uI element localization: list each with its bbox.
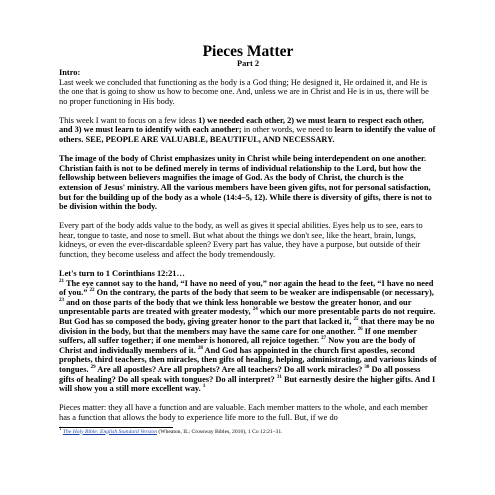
- verse-number: 24: [252, 307, 258, 313]
- footnote-number: 1: [59, 426, 62, 432]
- verse-text: The eye cannot say to the hand, “I have no need of you,” nor again the head to the feet, “I have no need of you.”: [59, 278, 434, 298]
- verse-number: 29: [90, 365, 96, 371]
- verse-text: And God has appointed in the church first apostles, second prophets, third teachers, then miracles, then gifts of healing, helping, administrating, and various kinds of tongues.: [59, 345, 437, 375]
- verse-number: 21: [59, 278, 64, 284]
- verse-number: 28: [197, 346, 203, 352]
- footnote-reference[interactable]: 1: [202, 384, 206, 390]
- verse-number: 25: [353, 317, 359, 323]
- verse-text: which our more presentable parts do not require. But God has so composed the body, giving greater honor to the part that lacked it,: [59, 307, 436, 327]
- footnote: [59, 426, 437, 436]
- verse-text: Now you are the body of Christ and individually members of it.: [59, 336, 416, 355]
- verse-text: that there may be no division in the body, but that the members may have the same care for one another.: [59, 317, 435, 336]
- verse-text: On the contrary, the parts of the body that seem to be weaker are indispensable (or necessary),: [94, 288, 434, 298]
- verse-text: Are all apostles? Are all prophets? Are all teachers? Do all work miracles?: [95, 365, 365, 375]
- page-subtitle: Part 2: [236, 59, 260, 68]
- verse-text: and on those parts of the body that we think less honorable we bestow the greater honor, and our unpresentable parts are treated with greater modesty,: [59, 297, 412, 317]
- verse-number: 27: [321, 336, 327, 342]
- closing-paragraph: Pieces matter: they all have a function and are valuable. Each member matters to the whole, and each member has a function that allows the body to experience life more to the full. But, if we do: [59, 403, 428, 422]
- verse-text: Do all possess gifts of healing? Do all speak with tongues? Do all interpret?: [59, 365, 421, 384]
- footnote-source-link[interactable]: The Holy Bible: English Standard Version: [62, 428, 158, 435]
- footnote-divider: [59, 427, 173, 428]
- document-page: [59, 44, 437, 436]
- image-paragraph: The image of the body of Christ emphasizes unity in Christ while being interdependent on one another. Christian faith is not to be defined merely in terms of individual relationship to the Lord, but how the fellowship between believers magnifies the image of God. As the body of Christ, the church is the extension of Jesus' ministry. All the various members have been given gifts, not for personal satisfaction, but for the building up of the body as a whole (14:4–5, 12). While there is diversity of gifts, there is not to be division within the body.: [59, 154, 432, 212]
- every-part-paragraph: Every part of the body adds value to the body, as well as gives it special abilities. Eyes help us to see, ears to hear, tongue to taste, and nose to smell. But what about the things we don't see, like the heart, brain, lungs, kidneys, or even the ever-discardable spleen? Every part has value, they have a purpose, but outside of their function, they become useless and affect the body tremendously.: [59, 221, 423, 259]
- focus-middle: in other words, we need to: [241, 125, 335, 135]
- focus-paragraph: [59, 116, 437, 145]
- verse-number: 30: [364, 365, 370, 371]
- scripture-paragraph: [59, 269, 437, 394]
- verse-number: 22: [89, 288, 95, 294]
- focus-lead: This week I want to focus on a few ideas: [59, 115, 199, 125]
- intro-text: Last week we concluded that functioning as the body is a God thing; He designed it, He ordained it, and He is the one that is going to show us how to become one. And, unless we are in Christ and He is in us, there will be no proper functioning in His body.: [59, 77, 429, 106]
- intro-paragraph: [59, 68, 437, 106]
- scripture-verses: [59, 279, 437, 394]
- footnote-details: (Wheaton, IL: Crossway Bibles, 2016), 1 Co 12:21–31.: [157, 428, 283, 435]
- intro-label: Intro:: [59, 68, 81, 77]
- page-title: Pieces Matter: [202, 43, 294, 60]
- verse-number: 31: [276, 374, 282, 380]
- focus-emphasis: learn to identify the value of others. SEE, PEOPLE ARE VALUABLE, BEAUTIFUL, AND NECESSARY.: [59, 125, 436, 145]
- focus-ideas: 1) we needed each other, 2) we must learn to respect each other, and 3) we must learn to identify with each another;: [59, 115, 424, 135]
- verse-number: 23: [59, 298, 64, 304]
- verse-number: 26: [357, 326, 363, 332]
- verse-text: But earnestly desire the higher gifts. And I will show you a still more excellent way.: [59, 374, 436, 394]
- verse-text: If one member suffers, all suffer together; if one member is honored, all rejoice together.: [59, 326, 418, 346]
- scripture-heading: Let's turn to 1 Corinthians 12:21…: [59, 269, 185, 279]
